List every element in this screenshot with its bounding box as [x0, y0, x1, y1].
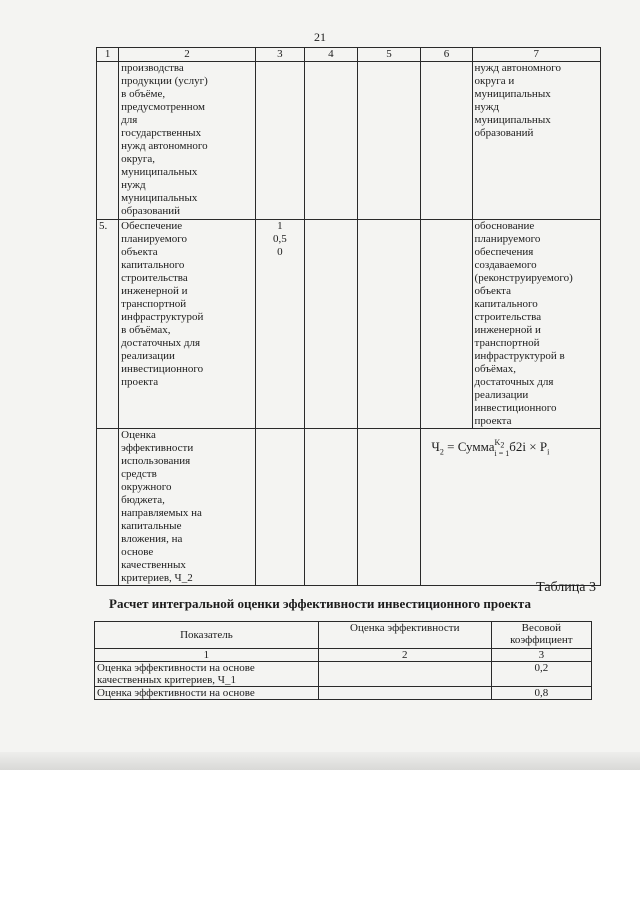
- criterion-basis-content: нужд автономного округа и муниципальных нужд муниципальных образований: [474, 62, 561, 139]
- column-numbers-row: [95, 649, 592, 662]
- formula-limits: [495, 439, 510, 458]
- formula-rest: б2i × P: [509, 439, 548, 455]
- formula-sup-sub: 2: [500, 440, 505, 450]
- formula-lower-limit: i = 1: [494, 448, 510, 458]
- col-header-4: 4: [304, 48, 357, 62]
- criterion-basis: [472, 220, 600, 429]
- empty-cell: [304, 429, 357, 586]
- empty-cell: [357, 62, 421, 220]
- table-row: [97, 429, 601, 586]
- row-number: 5.: [97, 220, 119, 429]
- page-number: 21: [314, 30, 326, 44]
- criterion-text: [119, 62, 256, 220]
- integral-score-table: [94, 621, 592, 700]
- weight-cell: 0,8: [491, 687, 591, 700]
- row-number: [97, 62, 119, 220]
- col-header-5: 5: [357, 48, 421, 62]
- col-header-6: 6: [421, 48, 472, 62]
- formula-sup: K: [494, 438, 501, 447]
- formula-lhs: Ч: [431, 439, 440, 455]
- col-header-indicator: Показатель: [95, 622, 319, 649]
- col-header-1: 1: [97, 48, 119, 62]
- formula-eq: = Сумма: [443, 439, 495, 455]
- col-header-weight-text: Весовой коэффициент: [510, 622, 573, 646]
- col-number-2: 2: [318, 649, 491, 662]
- indicator-text: Оценка эффективности на основе качественных критериев, Ч_1: [97, 662, 255, 686]
- criterion-values: [255, 62, 304, 220]
- indicator-text: Оценка эффективности на основе: [97, 687, 255, 699]
- formula-upper-limit: [495, 439, 510, 450]
- formula: [431, 438, 550, 458]
- col-header-7: 7: [472, 48, 600, 62]
- criterion-text: [119, 220, 256, 429]
- criterion-text-content: Оценка эффективности использования средств окружного бюджета, направляемых на капитальные вложения, на основе качественных критериев, Ч_2: [121, 429, 202, 584]
- formula-lhs-sub: 2: [439, 447, 444, 457]
- table3-label: Таблица 3: [536, 580, 596, 595]
- criterion-basis-content: обоснование планируемого обеспечения создаваемого (реконструируемого) объекта капитального строительства инженерной и транспортной инфраструктурой в объёмах, достаточных для реализации инвестиционного проекта: [474, 220, 573, 427]
- criterion-values: [255, 220, 304, 429]
- col-header-weight: [491, 622, 591, 649]
- empty-cell: [421, 62, 472, 220]
- weight-cell: 0,2: [491, 662, 591, 687]
- empty-cell: [357, 429, 421, 586]
- table-header-row: [95, 622, 592, 649]
- criterion-text-content: Обеспечение планируемого объекта капитального строительства инженерной и транспортной инфраструктурой в объёмах, достаточных для реализации инвестиционного проекта: [121, 220, 204, 388]
- empty-cell: [357, 220, 421, 429]
- scan-bottom-edge: [0, 752, 640, 770]
- table-row: [95, 662, 592, 687]
- empty-cell: [304, 220, 357, 429]
- criterion-values-content: 1 0,5 0: [272, 220, 287, 258]
- row-number: [97, 429, 119, 586]
- col-header-3: 3: [255, 48, 304, 62]
- criterion-values: [255, 429, 304, 586]
- score-cell: [318, 662, 491, 687]
- table-row: [95, 687, 592, 700]
- criteria-table: [96, 47, 601, 586]
- indicator-cell: [95, 662, 319, 687]
- formula-rest-sub: i: [547, 447, 550, 457]
- criterion-basis: [472, 62, 600, 220]
- table3-title: Расчет интегральной оценки эффективности инвестиционного проекта: [109, 596, 531, 611]
- score-cell: [318, 687, 491, 700]
- table-row: [97, 220, 601, 429]
- table-row: [97, 62, 601, 220]
- criterion-text-content: производства продукции (услуг) в объёме, предусмотренном для государственных нужд автономного округа, муниципальных нужд муниципальных образований: [121, 62, 208, 217]
- col-header-score: Оценка эффективности: [318, 622, 491, 649]
- col-header-2: 2: [119, 48, 256, 62]
- indicator-cell: [95, 687, 319, 700]
- empty-cell: [421, 220, 472, 429]
- table-header-row: [97, 48, 601, 62]
- col-number-1: 1: [95, 649, 319, 662]
- col-number-3: 3: [491, 649, 591, 662]
- criterion-text: [119, 429, 256, 586]
- formula-cell: [421, 429, 601, 586]
- empty-cell: [304, 62, 357, 220]
